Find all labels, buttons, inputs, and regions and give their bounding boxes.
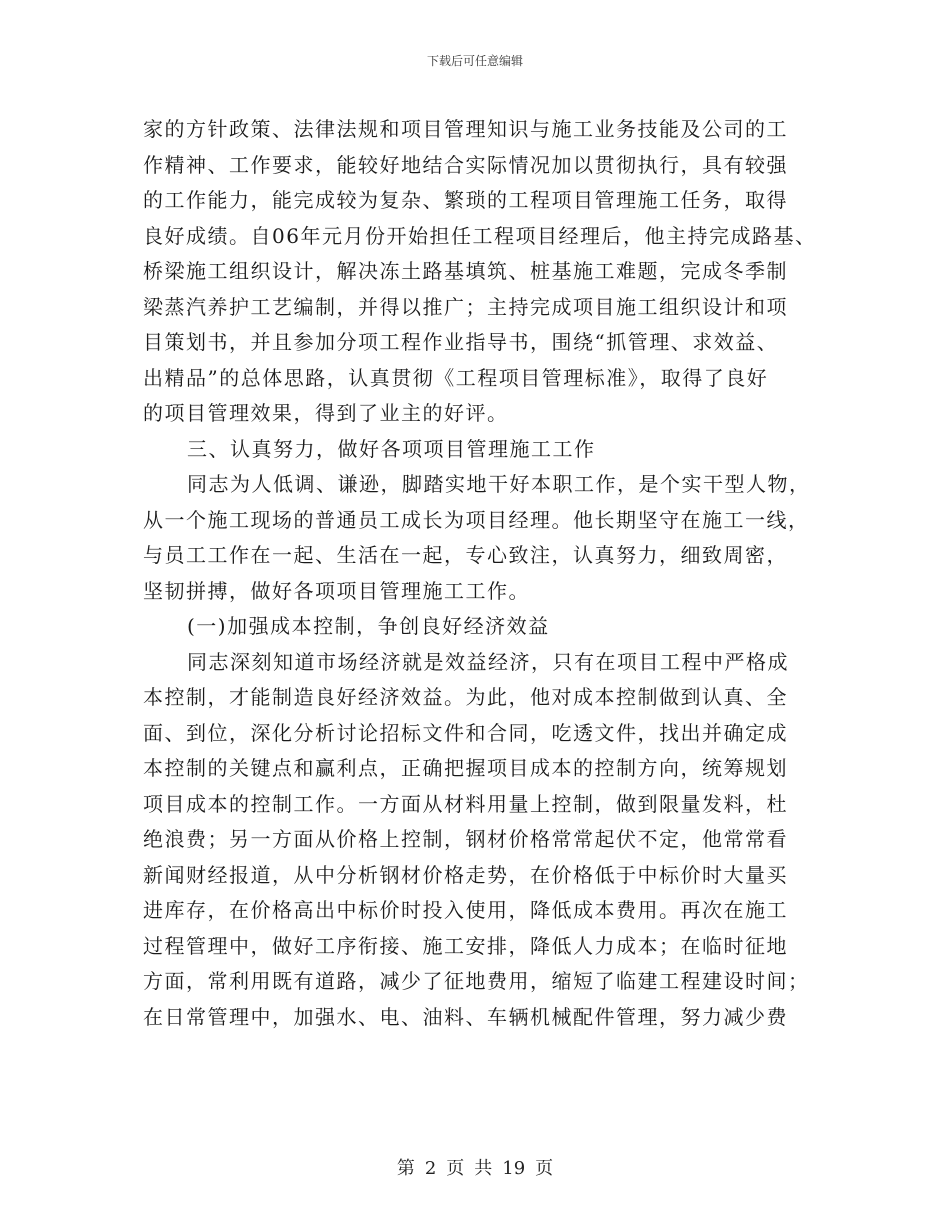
text-line: 同志为人低调、谦逊，脚踏实地干好本职工作，是个实干型人物， xyxy=(187,472,811,496)
page-header: 下载后可任意编辑 xyxy=(426,54,523,68)
text-line: 项目成本的控制工作。一方面从材料用量上控制，做到限量发料，杜 xyxy=(143,791,788,816)
text-line: 家的方针政策、法律法规和项目管理知识与施工业务技能及公司的工 xyxy=(143,117,788,141)
text-line: 本控制的关键点和赢利点，正确把握项目成本的控制方向，统筹规划 xyxy=(143,756,788,780)
subsection-heading: (一)加强成本控制，争创良好经济效益 xyxy=(187,614,550,638)
document-body xyxy=(143,112,817,1035)
text-line: 的项目管理效果，得到了业主的好评。 xyxy=(143,401,509,425)
text-line: 作精神、工作要求，能较好地结合实际情况加以贯彻执行，具有较强 xyxy=(143,152,788,177)
page-footer xyxy=(0,1154,950,1180)
section-heading: 三、认真努力，做好各项项目管理施工工作 xyxy=(187,436,596,461)
text-line: 桥梁施工组织设计，解决冻土路基填筑、桩基施工难题，完成冬季制 xyxy=(143,259,788,283)
text-line: 从一个施工现场的普通员工成长为项目经理。他长期坚守在施工一线， xyxy=(143,507,810,532)
text-line: 方面，常利用既有道路，减少了征地费用，缩短了临建工程建设时间； xyxy=(143,969,810,993)
text-line: 良好成绩。自06年元月份开始担任工程项目经理后，他主持完成路基、 xyxy=(143,223,817,248)
page-number: 2 xyxy=(424,1158,437,1179)
text-line: 与员工工作在一起、生活在一起，专心致注，认真努力，细致周密， xyxy=(143,543,788,567)
text-line: 坚韧拼搏，做好各项项目管理施工工作。 xyxy=(143,578,530,603)
total-pages: 19 xyxy=(502,1158,526,1179)
text-line: 出精品”的总体思路，认真贯彻《工程项目管理标准》，取得了良好 xyxy=(143,365,769,390)
text-line: 绝浪费；另一方面从价格上控制，钢材价格常常起伏不定，他常常看 xyxy=(143,827,788,851)
footer-suffix: 页 xyxy=(535,1158,554,1179)
text-line: 在日常管理中，加强水、电、油料、车辆机械配件管理，努力减少费 xyxy=(143,1004,788,1029)
text-line: 梁蒸汽养护工艺编制，并得以推广；主持完成项目施工组织设计和项 xyxy=(143,294,788,319)
text-line: 的工作能力，能完成较为复杂、繁琐的工程项目管理施工任务，取得 xyxy=(143,188,788,212)
text-line: 目策划书，并且参加分项工程作业指导书，围绕“抓管理、求效益、 xyxy=(143,330,779,354)
text-line: 同志深刻知道市场经济就是效益经济，只有在项目工程中严格成 xyxy=(187,649,789,674)
text-line: 本控制，才能制造良好经济效益。为此，他对成本控制做到认真、全 xyxy=(143,685,788,709)
text-line: 新闻财经报道，从中分析钢材价格走势，在价格低于中标价时大量买 xyxy=(143,862,788,887)
footer-page-label: 页 xyxy=(446,1158,465,1179)
footer-prefix: 第 xyxy=(396,1158,415,1179)
text-line: 进库存，在价格高出中标价时投入使用，降低成本费用。再次在施工 xyxy=(143,898,788,922)
text-line: 过程管理中，做好工序衔接、施工安排，降低人力成本；在临时征地 xyxy=(143,933,788,958)
text-line: 面、到位，深化分析讨论招标文件和合同，吃透文件，找出并确定成 xyxy=(143,720,788,745)
footer-total-label: 共 xyxy=(474,1158,493,1179)
